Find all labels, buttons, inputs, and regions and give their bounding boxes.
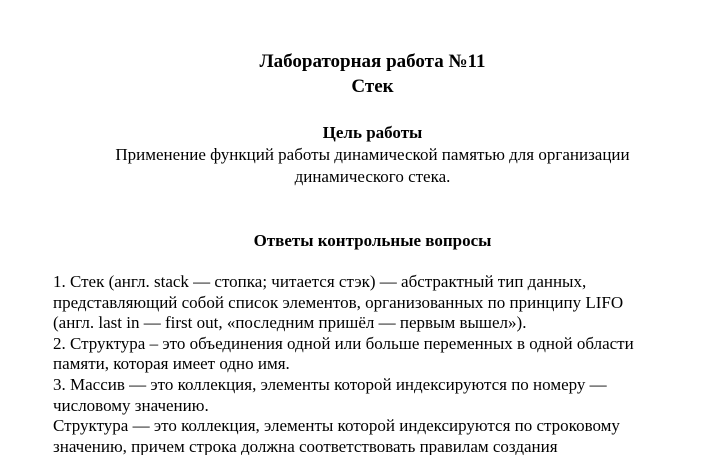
answer-line: 2. Структура – это объединения одной или больше переменных в одной области [53,333,634,353]
answer-line: значению, причем строка должна соответствовать правилам создания [53,436,558,455]
goal-line-1: Применение функций работы динамической памятью для организации [115,145,630,164]
title-line-1: Лабораторная работа №11 [259,51,486,72]
answer-line: (англ. last in — first out, «последним пришёл — первым вышел»). [53,313,527,333]
goal-line-2: динамического стека. [294,167,451,186]
goal-heading: Цель работы [322,123,423,142]
answers-body [53,272,713,455]
goal-text [0,144,721,188]
title-line-2: Стек [351,76,394,97]
document-title [0,49,721,99]
answer-line: 1. Стек (англ. stack — стопка; читается стэк) — абстрактный тип данных, [53,272,587,291]
answer-line: Структура — это коллекция, элементы которой индексируются по строковому [53,416,620,436]
answer-line: представляющий собой список элементов, организованных по принципу LIFO [53,292,624,312]
answer-line: числовому значению. [53,395,209,415]
answers-heading: Ответы контрольные вопросы [253,231,492,250]
answer-line: памяти, которая имеет одно имя. [53,354,290,374]
answer-line: 3. Массив — это коллекция, элементы которой индексируются по номеру — [53,374,607,394]
